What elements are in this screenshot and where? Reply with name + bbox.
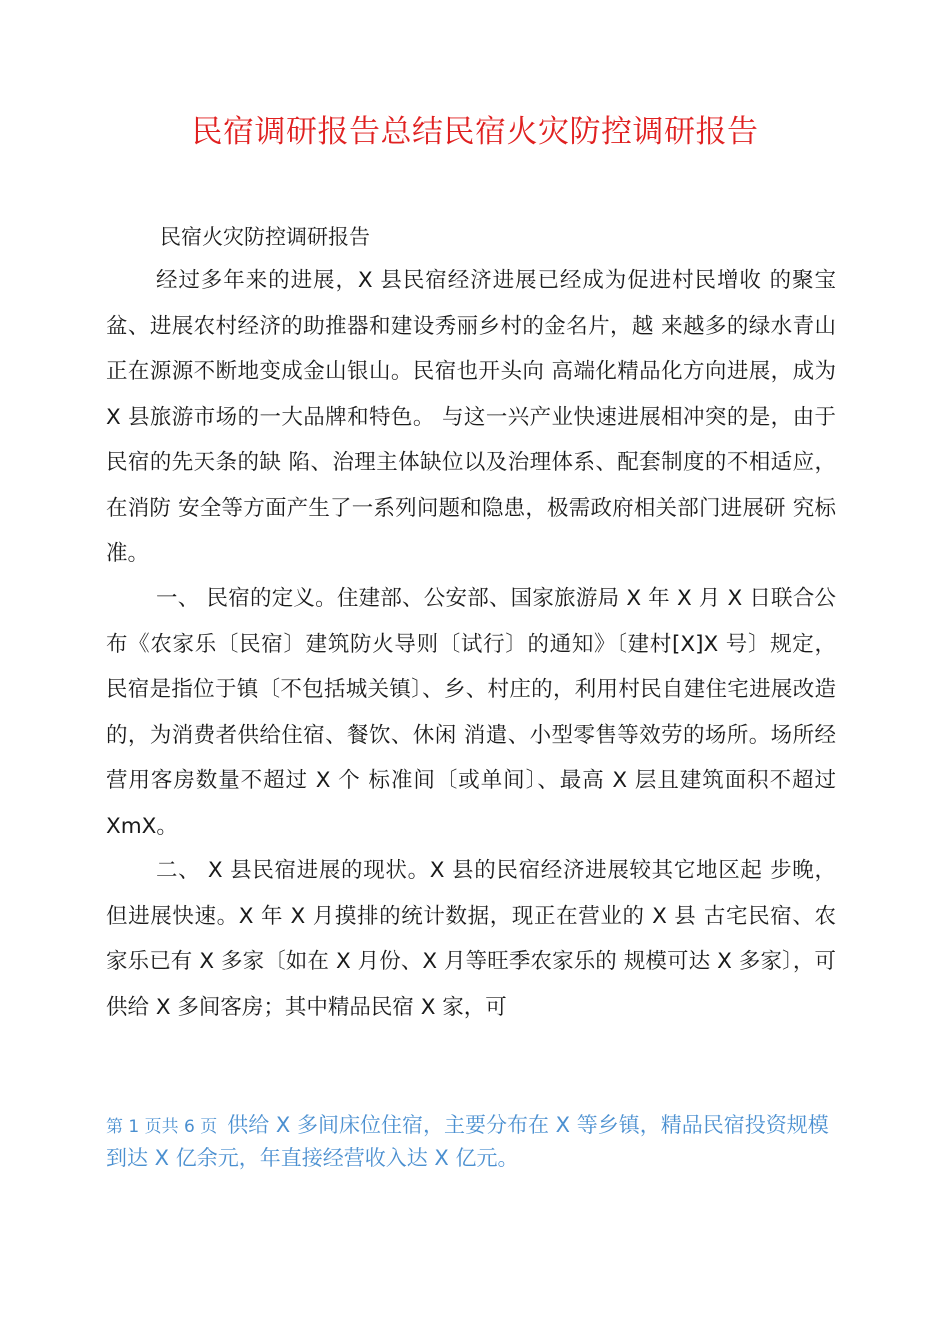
paragraph-text: 经过多年来的进展，X 县民宿经济进展已经成为促进村民增收 的聚宝盆、进展农村经济的助推器和建设秀丽乡村的金名片，越 来越多的绿水青山正在源源不断地变成金山银山。民宿也开头向 高端化精品化方向进展，成为 X 县旅游市场的一大品牌和特色。 与这一兴产业快速进展相冲突的是，由于民宿的先天条的缺 陷、治理主体缺位以及治理体系、配套制度的不相适应，在消防 安全等方面产生了一系列问题和隐患，极需政府相关部门进展研 究标准。 <box>106 268 836 566</box>
footer-continued-text: 供给 X 多间床位住宿，主要分布在 X 等乡镇，精品民宿投资规模 到达 X 亿余元，年直接经营收入达 X 亿元。 <box>106 1113 829 1170</box>
page-number: 第 1 页共 6 页 <box>106 1117 218 1137</box>
paragraph-text: 二、 X 县民宿进展的现状。X 县的民宿经济进展较其它地区起 步晚，但进展快速。X 年 X 月摸排的统计数据，现正在营业的 X 县 古宅民宿、农家乐已有 X 多家〔如在 X 月份、X 月等旺季农家乐的 规模可达 X 多家〕，可供给 X 多间客房；其中精品民宿 X 家，可 <box>106 858 836 1020</box>
paragraph-definition <box>106 576 836 849</box>
document-title: 民宿调研报告总结民宿火灾防控调研报告 <box>191 114 759 150</box>
paragraph-intro <box>106 258 836 577</box>
document-subtitle: 民宿火灾防控调研报告 <box>160 225 370 249</box>
page-footer <box>106 1110 836 1174</box>
paragraph-status <box>106 848 836 1030</box>
paragraph-text: 一、 民宿的定义。住建部、公安部、国家旅游局 X 年 X 月 X 日联合公布《农家乐〔民宿〕建筑防火导则〔试行〕的通知》〔建村[X]X 号〕规定，民宿是指位于镇〔不包括城关镇〕、乡、村庄的，利用村民自建住宅进展改造的，为消费者供给住宿、餐饮、休闲 消遣、小型零售等效劳的场所。场所经营用客房数量不超过 X 个 标准间〔或单间〕、最高 X 层且建筑面积不超过 XmX。 <box>106 586 836 839</box>
